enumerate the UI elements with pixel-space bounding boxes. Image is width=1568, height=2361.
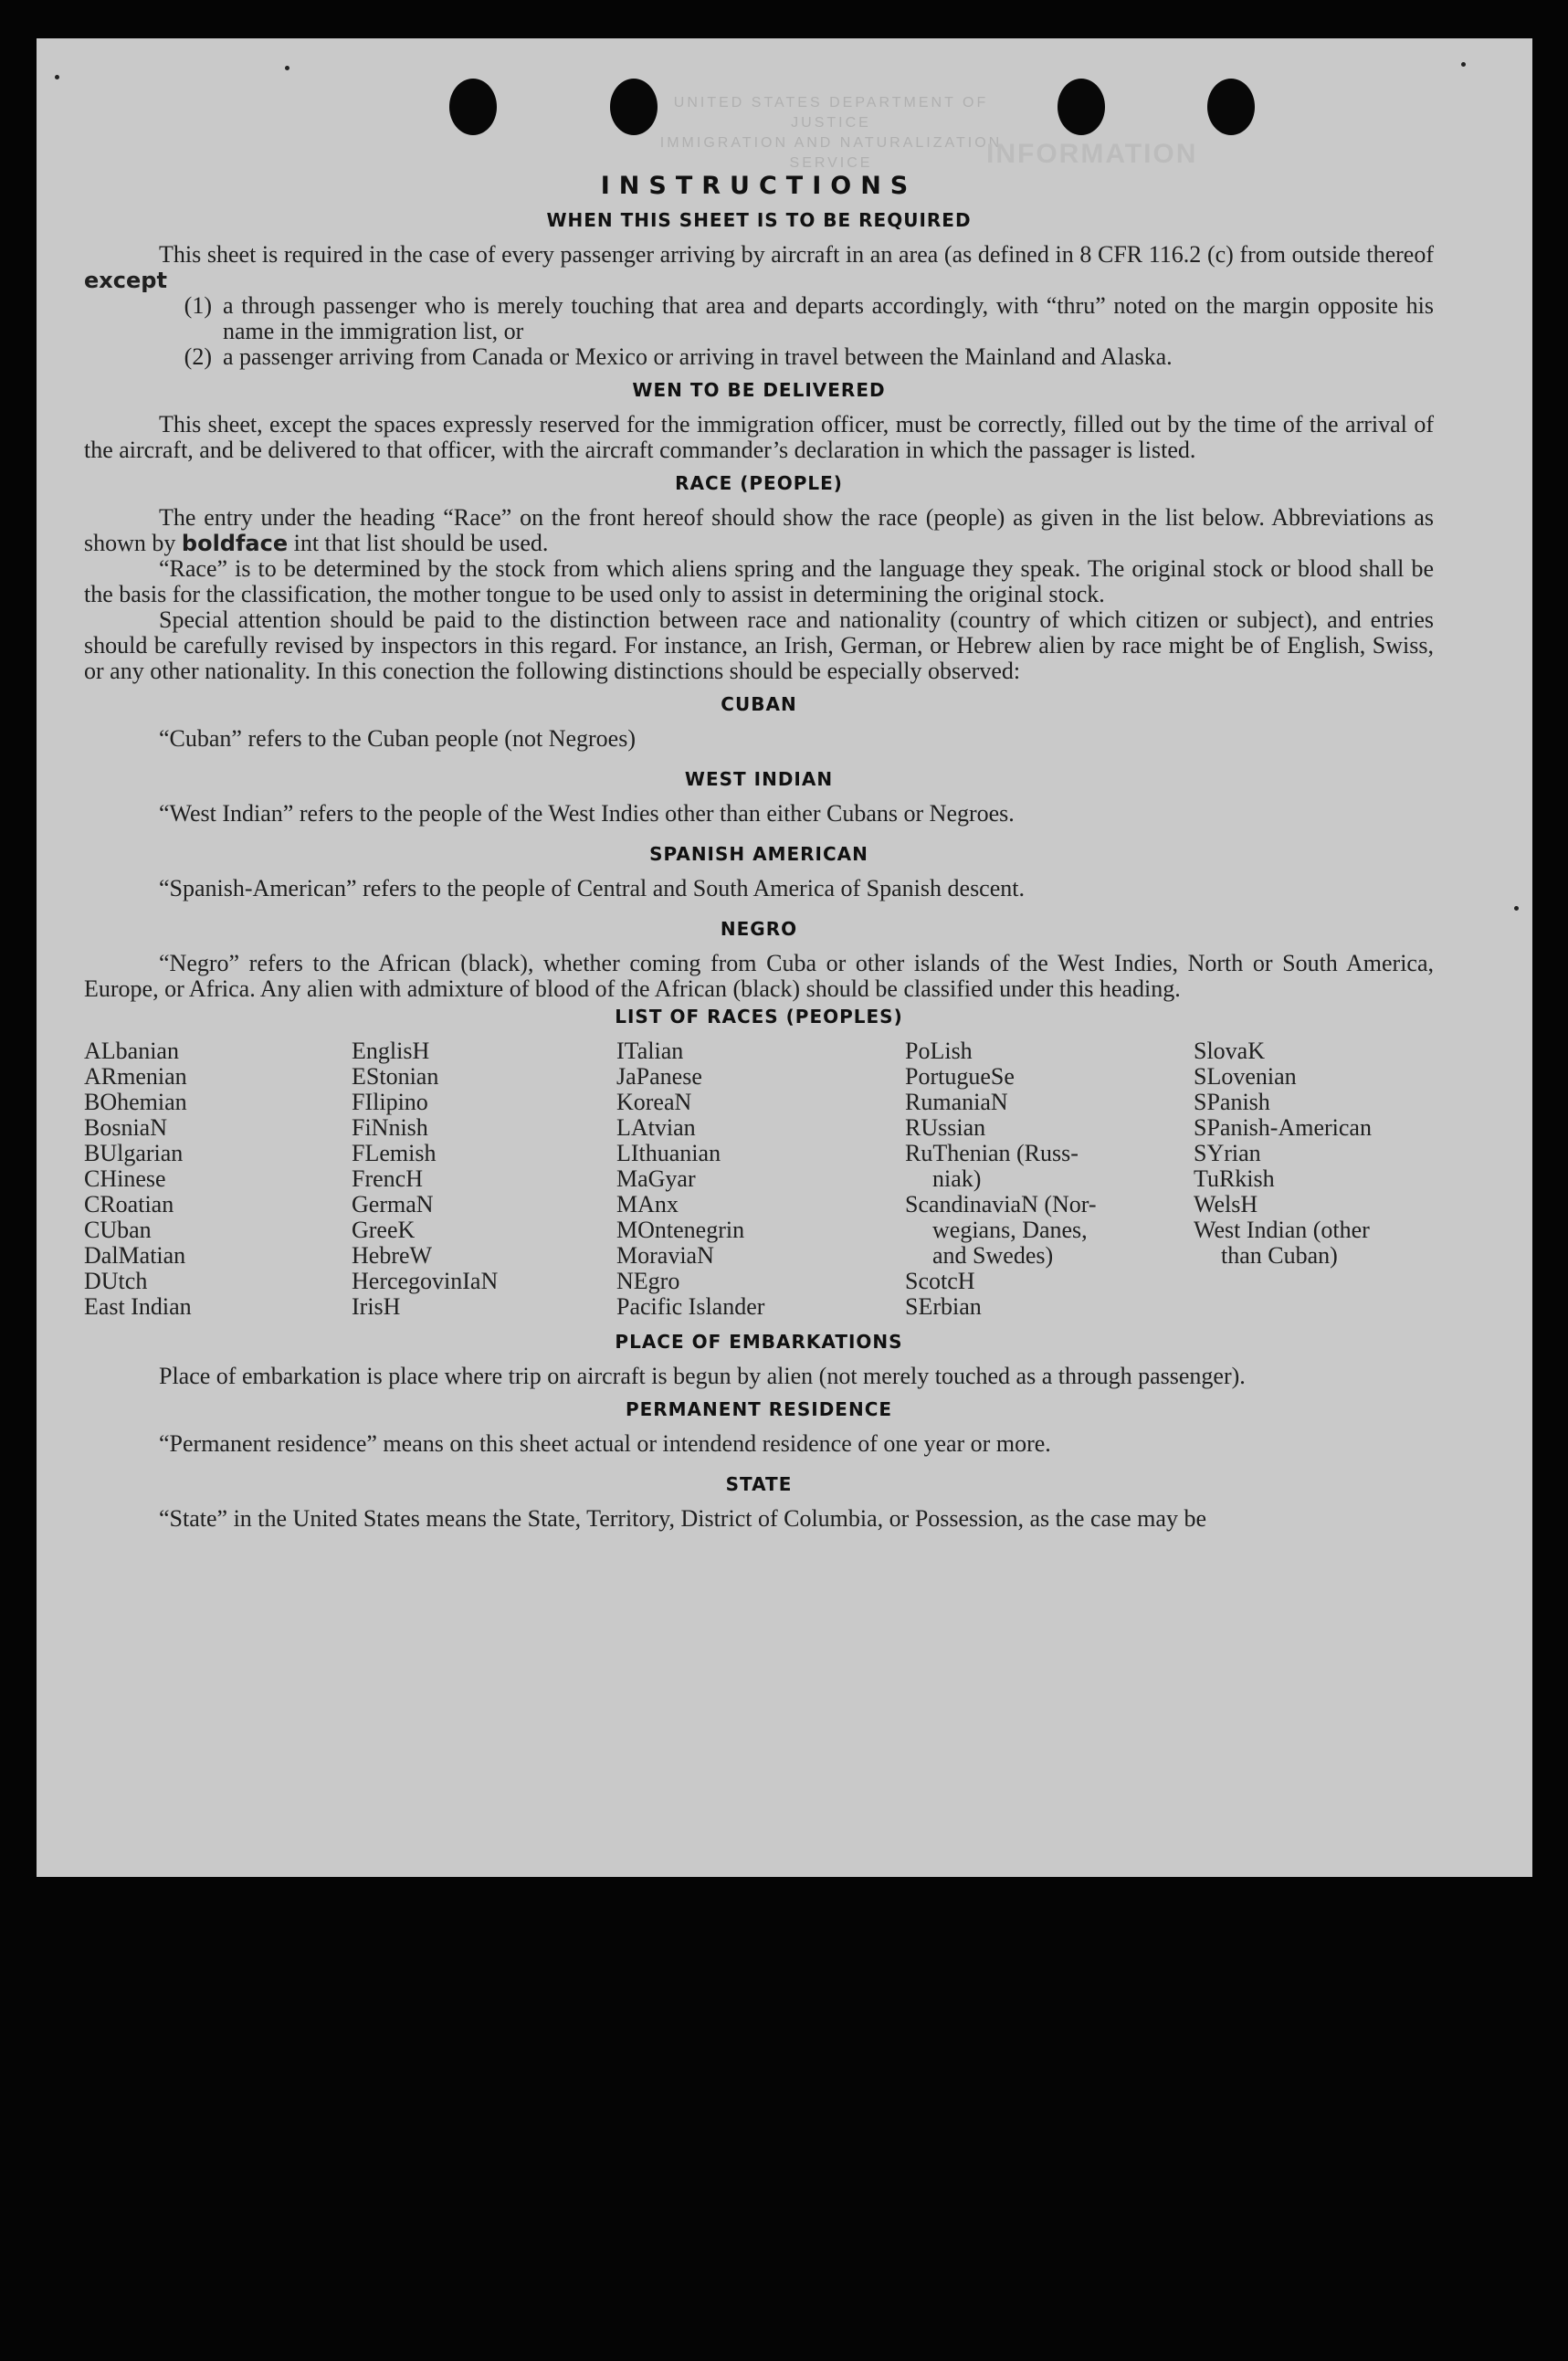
race-entry: SErbian <box>905 1293 982 1320</box>
races-column-2 <box>352 1038 616 1320</box>
race-entry: KoreaN <box>616 1089 692 1115</box>
race-entry: IrisH <box>352 1293 401 1320</box>
race-entry: SPanish <box>1194 1089 1270 1115</box>
race-entry: TuRkish <box>1194 1165 1275 1192</box>
punch-hole <box>1207 79 1255 135</box>
heading-when-required: WHEN THIS SHEET IS TO BE REQUIRED <box>546 209 972 231</box>
race-entry: EStonian <box>352 1063 439 1090</box>
except-bold: except <box>84 268 167 293</box>
heading-spanish-american: SPANISH AMERICAN <box>649 843 868 865</box>
faint-letterhead: UNITED STATES DEPARTMENT OF JUSTICE IMMIGRATION AND NATURALIZATION SERVICE <box>659 95 1003 171</box>
race-entry: NEgro <box>616 1268 680 1294</box>
race-entry: CUban <box>84 1217 152 1243</box>
boldface-word: boldface <box>181 531 289 556</box>
race-paragraph-3: Special attention should be paid to the distinction between race and nationality (country of which citizen or subject), and entries should be carefully revised by inspectors in this regard. For instance, an Irish, German, or Hebrew alien by race might be of English, Swiss, or any other nationality. In this conection the following distinctions should be especially observed: <box>84 606 1434 684</box>
race-entry: JaPanese <box>616 1063 702 1090</box>
race-entry: LIthuanian <box>616 1140 721 1166</box>
state-text: “State” in the United States means the State, Territory, District of Columbia, or Possession, as the case may be <box>159 1505 1206 1532</box>
race-entry: PortugueSe <box>905 1063 1015 1090</box>
race-entry: DalMatian <box>84 1242 186 1269</box>
race-entry: MOntenegrin <box>616 1217 745 1243</box>
document-sheet <box>37 38 1532 1877</box>
exception-item-2: (2) a passenger arriving from Canada or Mexico or arriving in travel between the Mainland and Alaska. <box>184 343 1173 370</box>
race-entry: BOhemian <box>84 1089 187 1115</box>
race-entry: PoLish <box>905 1038 973 1064</box>
race-entry: FiNnish <box>352 1114 428 1141</box>
race-entry: ScandinaviaN (Nor- <box>905 1191 1097 1217</box>
race-entry: SLovenian <box>1194 1063 1297 1090</box>
race-entry-continued: and Swedes) <box>932 1242 1054 1269</box>
race-entry: ALbanian <box>84 1038 179 1064</box>
page-title: INSTRUCTIONS <box>600 172 918 200</box>
faint-show-through-title: INFORMATION <box>986 139 1198 169</box>
race-entry: ARmenian <box>84 1063 187 1090</box>
race-entry: Pacific Islander <box>616 1293 765 1320</box>
races-column-4 <box>905 1038 1194 1320</box>
races-column-1 <box>84 1038 352 1320</box>
spanish-american-text: “Spanish-American” refers to the people of Central and South America of Spanish descent. <box>159 875 1025 901</box>
race-entry: LAtvian <box>616 1114 696 1141</box>
race-entry: WelsH <box>1194 1191 1258 1217</box>
race-entry: HercegovinIaN <box>352 1268 499 1294</box>
race-entry: GreeK <box>352 1217 416 1243</box>
when-required-intro: This sheet is required in the case of every passenger arriving by aircraft in an area (as defined in 8 CFR 116.2 (c) from outside thereof except <box>84 241 1434 293</box>
races-list <box>84 1038 1434 1320</box>
heading-cuban: CUBAN <box>721 693 797 715</box>
race-paragraph-1: The entry under the heading “Race” on the front hereof should show the race (people) as given in the list below. Abbreviations as shown by boldface int that list should be used. <box>84 504 1434 556</box>
race-entry: ScotcH <box>905 1268 975 1294</box>
embarkation-text: Place of embarkation is place where trip on aircraft is begun by alien (not merely touched as a through passenger). <box>159 1363 1246 1389</box>
race-entry: BosniaN <box>84 1114 167 1141</box>
heading-west-indian: WEST INDIAN <box>684 768 834 790</box>
race-entry: MaGyar <box>616 1165 696 1192</box>
race-entry: FrencH <box>352 1165 423 1192</box>
punch-hole <box>610 79 658 135</box>
cuban-text: “Cuban” refers to the Cuban people (not Negroes) <box>159 725 636 752</box>
punch-hole <box>449 79 497 135</box>
race-entry: EnglisH <box>352 1038 430 1064</box>
heading-delivered: WEN TO BE DELIVERED <box>632 379 886 401</box>
heading-list-of-races: LIST OF RACES (PEOPLES) <box>615 1006 903 1028</box>
race-entry: CHinese <box>84 1165 166 1192</box>
race-entry: SYrian <box>1194 1140 1261 1166</box>
speck <box>55 75 59 79</box>
delivered-text: This sheet, except the spaces expressly reserved for the immigration officer, must be correctly, filled out by the time of the arrival of the aircraft, and be delivered to that officer, with the aircraft commander’s declaration in which the passager is listed. <box>84 411 1434 463</box>
punch-hole <box>1058 79 1105 135</box>
race-entry: RuThenian (Russ- <box>905 1140 1079 1166</box>
race-entry: ITalian <box>616 1038 684 1064</box>
speck <box>1514 906 1519 911</box>
exception-item-1: (1) a through passenger who is merely touching that area and departs accordingly, with “thru” noted on the margin opposite his name in the immigration list, or <box>184 292 1434 344</box>
speck <box>285 66 289 70</box>
heading-embarkation: PLACE OF EMBARKATIONS <box>615 1331 903 1353</box>
race-entry-continued: wegians, Danes, <box>932 1217 1088 1243</box>
west-indian-text: “West Indian” refers to the people of the West Indies other than either Cubans or Negroes. <box>159 800 1015 827</box>
instructions-content <box>84 172 1434 1532</box>
heading-permanent-residence: PERMANENT RESIDENCE <box>625 1398 893 1420</box>
heading-state: STATE <box>725 1473 793 1495</box>
race-entry: East Indian <box>84 1293 192 1320</box>
residence-text: “Permanent residence” means on this sheet actual or intendend residence of one year or more. <box>159 1430 1051 1457</box>
race-entry: West Indian (other <box>1194 1217 1370 1243</box>
race-entry: DUtch <box>84 1268 148 1294</box>
heading-negro: NEGRO <box>720 918 798 940</box>
race-entry: SPanish-American <box>1194 1114 1372 1141</box>
negro-text: “Negro” refers to the African (black), whether coming from Cuba or other islands of the West Indies, North or South America, Europe, or Africa. Any alien with admixture of blood of the African (black) should be classified under this heading. <box>84 950 1434 1002</box>
heading-race: RACE (PEOPLE) <box>675 472 843 494</box>
race-entry: MAnx <box>616 1191 679 1217</box>
race-entry: SlovaK <box>1194 1038 1265 1064</box>
race-entry-continued: niak) <box>932 1165 982 1192</box>
speck <box>1461 62 1466 67</box>
race-entry: FIlipino <box>352 1089 428 1115</box>
race-entry: HebreW <box>352 1242 433 1269</box>
race-entry: RumaniaN <box>905 1089 1008 1115</box>
race-entry: FLemish <box>352 1140 437 1166</box>
race-entry: BUlgarian <box>84 1140 184 1166</box>
race-entry: RUssian <box>905 1114 986 1141</box>
race-entry: CRoatian <box>84 1191 174 1217</box>
race-entry: GermaN <box>352 1191 434 1217</box>
races-column-3 <box>616 1038 905 1320</box>
race-paragraph-2: “Race” is to be determined by the stock from which aliens spring and the language they speak. The original stock or blood shall be the basis for the classification, the mother tongue to be used only to assist in determining the original stock. <box>84 555 1434 607</box>
race-entry-continued: than Cuban) <box>1221 1242 1338 1269</box>
races-column-5 <box>1194 1038 1434 1320</box>
race-entry: MoraviaN <box>616 1242 714 1269</box>
